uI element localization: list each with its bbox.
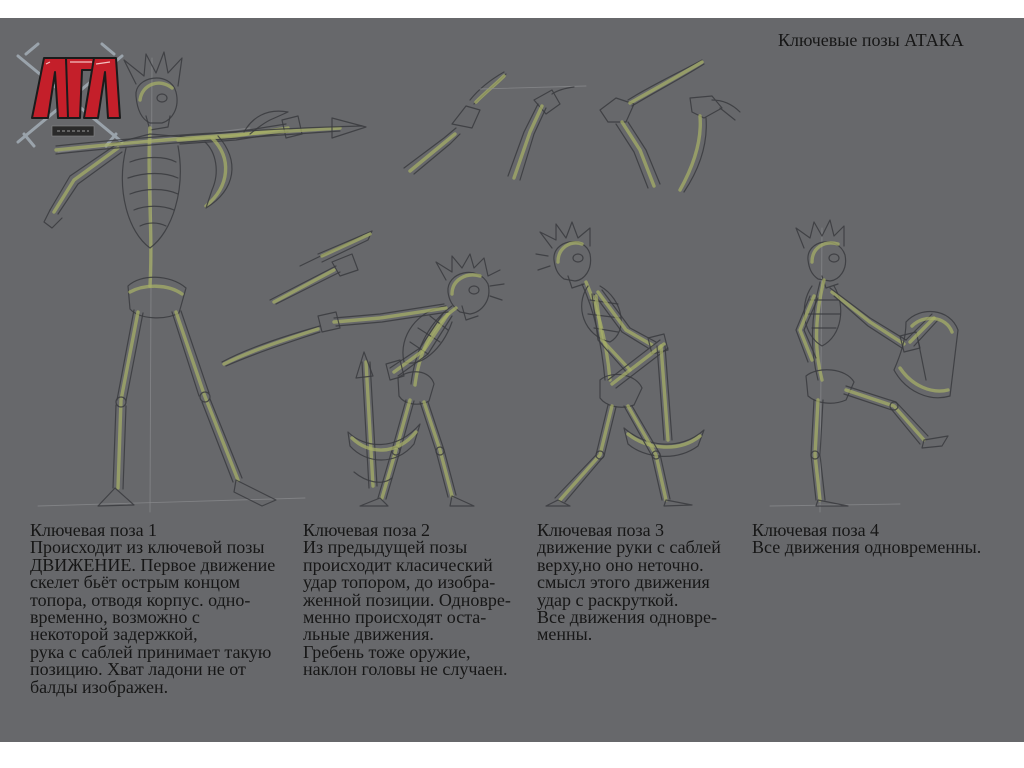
- pose-4-raised-leg: [846, 390, 924, 440]
- arm-study-c-arm: [622, 122, 654, 186]
- page-title: Ключевые позы АТАКА: [778, 30, 964, 50]
- pose-4-axe-arm: [832, 292, 904, 344]
- pose-4-spine: [816, 280, 824, 380]
- pose-1-left-arm: [54, 148, 118, 212]
- caption-line: Все движения одновре-: [537, 607, 717, 628]
- caption-line: движение руки с саблей: [537, 537, 721, 558]
- caption-line: позицию. Хват ладони не от: [30, 659, 246, 680]
- arm-study-b: [480, 86, 586, 180]
- logo-letter-1: [32, 58, 70, 118]
- pose-1-eye-socket: [157, 94, 167, 102]
- caption-heading: Ключевая поза 1: [30, 520, 158, 540]
- pose-3-axe: [608, 340, 704, 456]
- pose-3-pelvis: [600, 374, 642, 407]
- pose-1-left-leg: [118, 312, 138, 488]
- pose-2-arm-sketch-highlight: [274, 234, 370, 302]
- pose-3-crest: [536, 222, 590, 270]
- pose-1-ribs: [128, 158, 178, 227]
- pose-3-skull-highlight: [558, 243, 582, 262]
- arm-study-c-blade: [680, 116, 700, 190]
- pose-2-feet: [360, 496, 474, 506]
- arm-study-a-highlight: [410, 76, 504, 171]
- caption-line: Из предыдущей позы: [303, 537, 468, 558]
- caption-pose-1: [30, 522, 275, 696]
- pose-2-eye-socket: [469, 286, 479, 294]
- pose-4-legs: [811, 386, 948, 506]
- pose-1-figure: [38, 52, 366, 512]
- caption-line: ДВИЖЕНИЕ. Первое движение: [30, 554, 276, 575]
- pose-1-torso: [112, 128, 195, 318]
- studio-logo: [18, 44, 122, 146]
- caption-line: Гребень тоже оружие,: [303, 641, 471, 662]
- pose-3-saber-arm: [598, 292, 652, 345]
- caption-line: топора, отводя корпус. одно-: [30, 589, 251, 610]
- pose-1-pelvis-highlight: [130, 286, 182, 294]
- pose-3-torso: [582, 282, 642, 407]
- caption-line: льные движения.: [303, 624, 434, 645]
- pose-1-legs: [98, 310, 276, 506]
- arm-study-b-highlight: [514, 106, 542, 178]
- pose-4-eye-socket: [829, 254, 839, 262]
- pose-2-saber-highlight: [224, 329, 318, 364]
- caption-heading: Ключевая поза 3: [537, 520, 665, 540]
- caption-heading: Ключевая поза 2: [303, 520, 431, 540]
- arm-study-c-arm-bones: [616, 122, 660, 188]
- caption-line: рука с саблей принимает такую: [30, 641, 272, 662]
- pose-4-axe-handle: [910, 318, 934, 342]
- pose-3-feet: [546, 500, 692, 506]
- pose-4-figure: [770, 220, 958, 512]
- caption-line: наклон головы не случаен.: [303, 659, 508, 680]
- pose-1-skull: [124, 52, 182, 130]
- caption-pose-4: [752, 522, 981, 557]
- caption-line: удар с раскруткой.: [537, 589, 679, 610]
- pose-3-axe-arm: [596, 296, 630, 370]
- pose-4-standing-leg: [815, 400, 820, 500]
- caption-line: Все движения одновременны.: [752, 537, 982, 558]
- pose-2-figure: [222, 231, 504, 506]
- caption-pose-2: [303, 522, 511, 679]
- arm-study-c: [600, 60, 740, 192]
- pose-2-arm-sketch-hand: [332, 254, 358, 276]
- caption-line: Происходит из ключевой позы: [30, 537, 265, 558]
- caption-line: удар топором, до изобра-: [303, 572, 496, 593]
- caption-line: женной позиции. Одновре-: [303, 589, 511, 610]
- pose-3-axe-shaft: [661, 346, 668, 440]
- caption-line: смысл этого движения: [537, 572, 710, 593]
- pose-2-legs: [360, 400, 474, 506]
- pose-3-figure: [536, 222, 704, 506]
- arm-study-c-second-hand: [690, 96, 740, 120]
- arm-study-c-saber-highlight: [630, 62, 702, 103]
- pose-1-right-leg-bones: [172, 311, 242, 482]
- caption-line: скелет бьёт острым концом: [30, 572, 240, 593]
- caption-line: менны.: [537, 624, 593, 645]
- pose-2-axe-shaft: [366, 362, 373, 486]
- arm-study-a-hand: [452, 106, 480, 128]
- arm-study-a: [404, 72, 506, 174]
- pose-4-skull: [796, 220, 846, 288]
- caption-pose-3: [537, 522, 721, 644]
- caption-line: некоторой задержкой,: [30, 624, 198, 645]
- caption-line: менно происходят оста-: [303, 607, 487, 628]
- caption-heading: Ключевая поза 4: [752, 520, 880, 540]
- caption-line: балды изображен.: [30, 676, 169, 697]
- caption-line: верху,но оно неточно.: [537, 554, 704, 575]
- pose-1-mohawk: [124, 52, 182, 86]
- pose-2-arm-sketch: [270, 231, 372, 304]
- pose-3-jaw: [568, 276, 584, 288]
- pose-4-axe: [894, 312, 958, 398]
- pose-4-skull-highlight: [812, 243, 838, 262]
- caption-line: происходит класический: [303, 554, 493, 575]
- pose-3-skull: [536, 222, 591, 288]
- pose-1-right-leg: [176, 312, 238, 480]
- caption-line: временно, возможно с: [30, 607, 200, 628]
- pose-2-skull-highlight: [452, 275, 480, 294]
- pose-4-raised-foot: [922, 436, 948, 448]
- arm-studies: [404, 60, 740, 192]
- pose-1-right-foot: [234, 480, 276, 506]
- pose-3-eye-socket: [573, 254, 583, 262]
- arm-study-c-fist: [600, 98, 634, 122]
